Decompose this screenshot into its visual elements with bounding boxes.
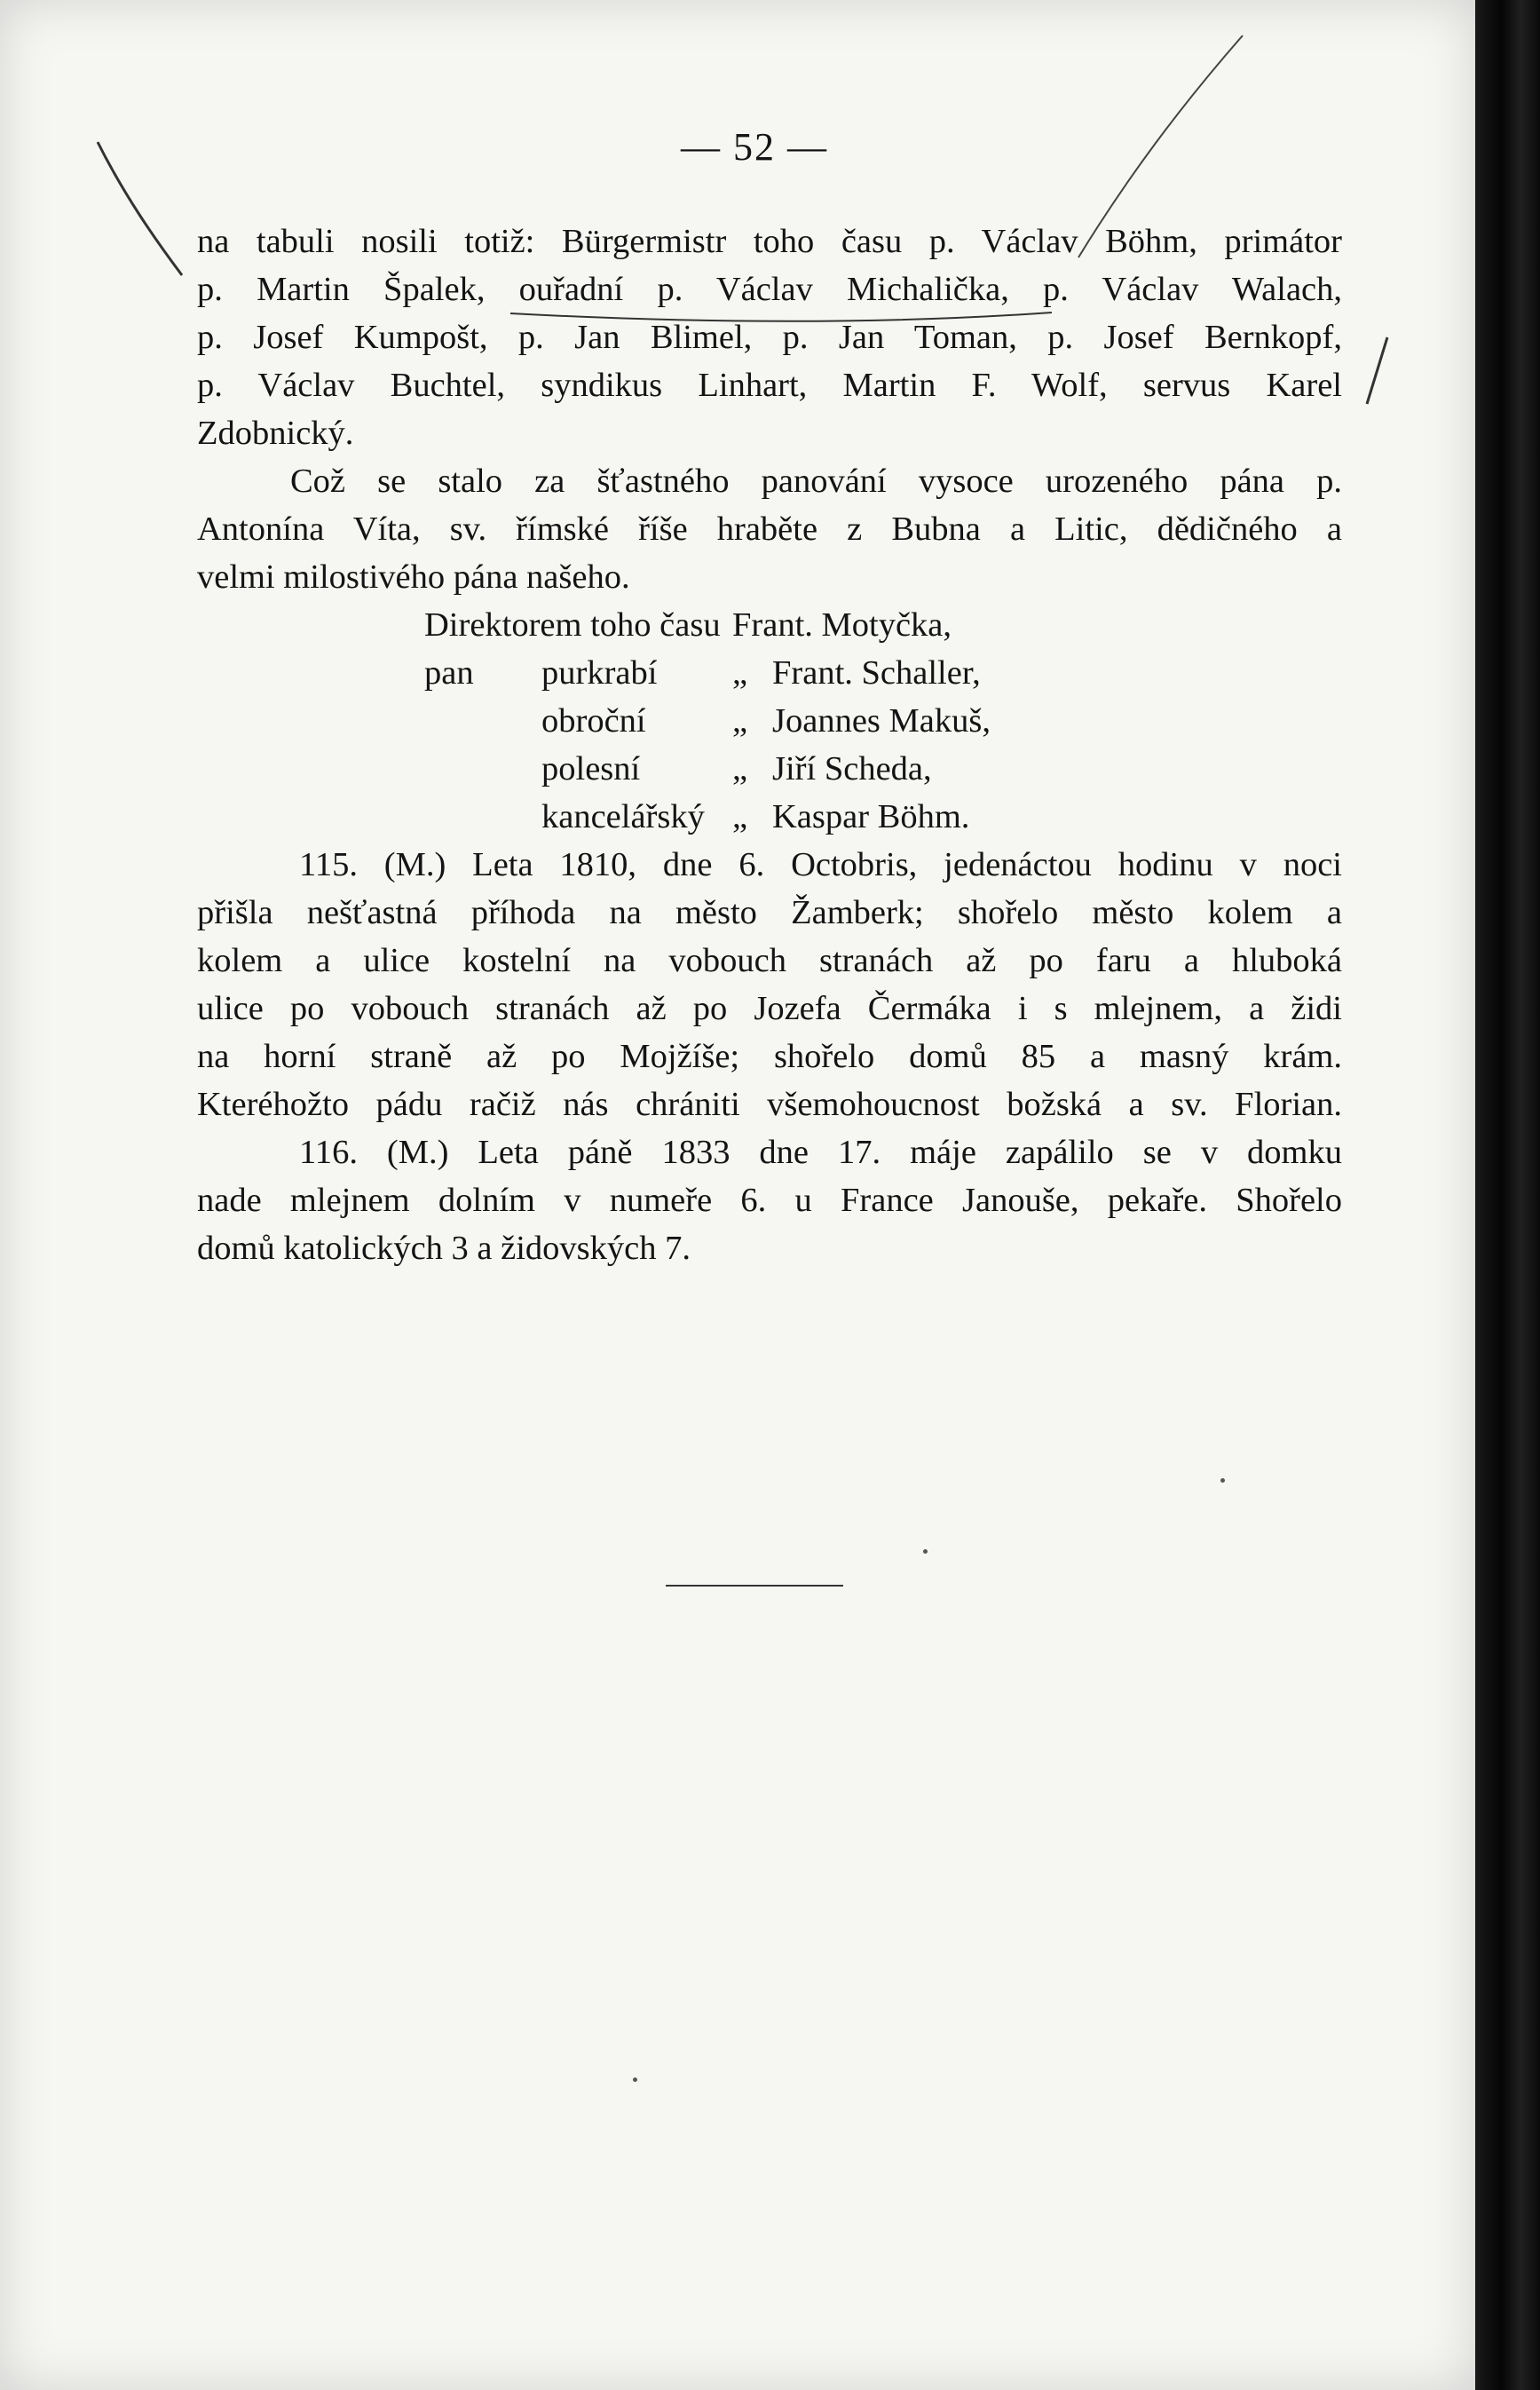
entry-115 <box>197 841 1342 1128</box>
paragraph-reign <box>197 457 1342 601</box>
officer-title: kancelářský <box>541 798 705 835</box>
paper-speck <box>633 2077 637 2082</box>
officer-name: Kaspar Böhm. <box>772 798 970 835</box>
officer-name: Joannes Makuš, <box>772 702 991 740</box>
text-line: p. Martin Špalek, ouřadní p. Václav Michalička, p. Václav Walach, <box>197 271 1342 308</box>
text-line: domů katolických 3 a židovských 7. <box>197 1230 691 1267</box>
entry-116 <box>197 1128 1342 1272</box>
separator-rule <box>666 1585 843 1587</box>
officer-title: Direktorem toho času pan <box>424 606 721 692</box>
officer-title: obroční <box>541 702 646 740</box>
text-line: Což se stalo za šťastného panování vysoce urozeného pána p. <box>290 463 1342 500</box>
ditto-mark: „ <box>732 750 748 787</box>
ditto-mark: „ <box>732 702 748 740</box>
officer-name: Jiří Scheda, <box>772 750 932 787</box>
text-line: přišla nešťastná příhoda na město Žamberk; shořelo město kolem a <box>197 894 1342 931</box>
officer-title: polesní <box>541 750 641 787</box>
officer-name: Frant. Schaller, <box>772 654 981 692</box>
officer-row <box>197 697 1342 745</box>
officer-title: purkrabí <box>541 654 658 692</box>
text-line: 115. (M.) Leta 1810, dne 6. Octobris, jedenáctou hodinu v noci <box>299 846 1342 883</box>
pencil-stroke-left <box>98 142 182 275</box>
officers-list <box>197 601 1342 841</box>
text-line: ulice po vobouch stranách až po Jozefa Čermáka i s mlejnem, a židi <box>197 990 1342 1027</box>
officer-row <box>197 649 1342 697</box>
text-line: Zdobnický. <box>197 415 354 452</box>
text-line: nade mlejnem dolním v numeře 6. u France Janouše, pekaře. Shořelo <box>197 1182 1342 1219</box>
paper-speck <box>1220 1478 1225 1483</box>
officer-name: Frant. Motyčka, <box>732 606 952 644</box>
text-line: p. Václav Buchtel, syndikus Linhart, Martin F. Wolf, servus Karel <box>197 367 1342 404</box>
text-line: kolem a ulice kostelní na vobouch stranách až po faru a hluboká <box>197 942 1342 979</box>
officer-row <box>197 793 1342 841</box>
text-line: velmi milostivého pána našeho. <box>197 558 630 596</box>
book-spine-edge <box>1475 0 1540 2390</box>
page-number: — 52 — <box>681 125 828 169</box>
text-line: p. Josef Kumpošt, p. Jan Blimel, p. Jan Toman, p. Josef Bernkopf, <box>197 319 1342 356</box>
text-line: na horní straně až po Mojžíše; shořelo domů 85 a masný krám. <box>197 1038 1342 1075</box>
text-line: Kteréhožto pádu račiž nás chrániti všemohoucnost božská a sv. Florian. <box>197 1086 1342 1123</box>
page-body <box>197 218 1342 1272</box>
ditto-mark: „ <box>732 798 748 835</box>
paragraph-council <box>197 218 1342 457</box>
officer-row <box>197 745 1342 793</box>
text-line: na tabuli nosili totiž: Bürgermistr toho času p. Václav Böhm, primátor <box>197 223 1342 260</box>
ditto-mark: „ <box>732 654 748 692</box>
pencil-stroke-right <box>1367 337 1387 404</box>
paper-speck <box>923 1549 928 1554</box>
text-line: Antonína Víta, sv. římské říše hraběte z Bubna a Litic, dědičného a <box>197 510 1342 548</box>
text-line: 116. (M.) Leta páně 1833 dne 17. máje zapálilo se v domku <box>299 1134 1342 1171</box>
